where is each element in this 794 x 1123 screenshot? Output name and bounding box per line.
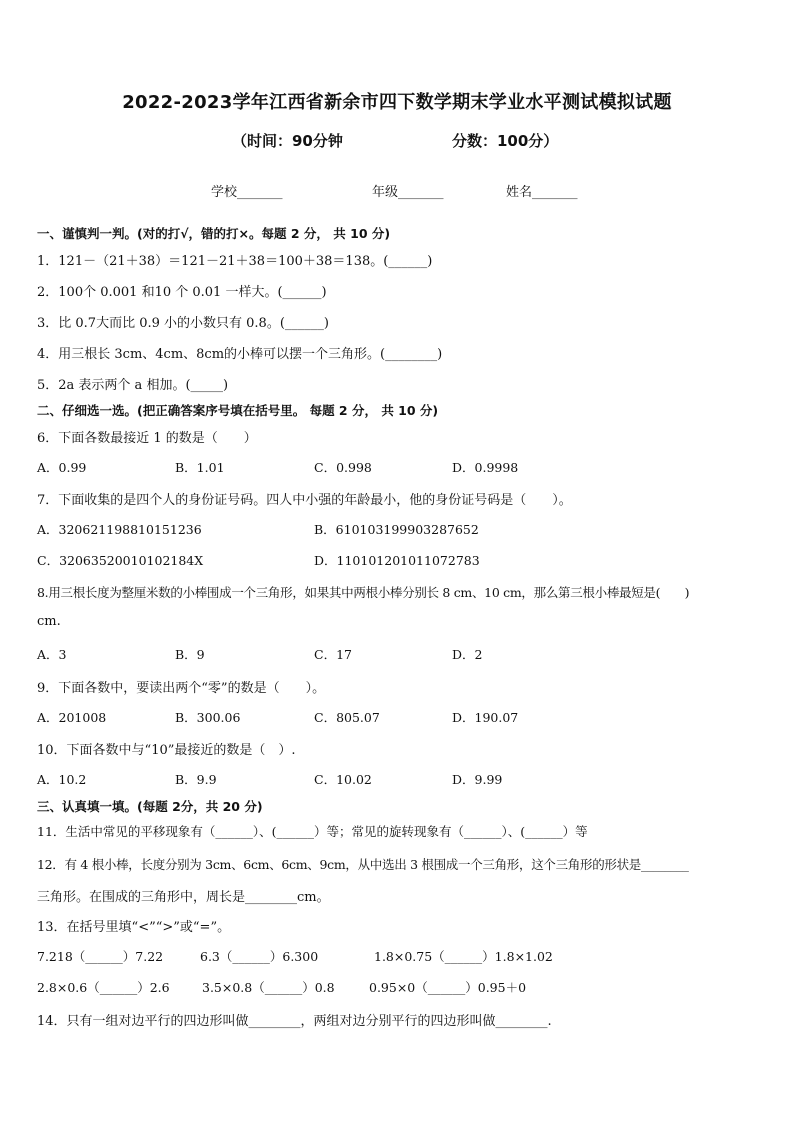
section-3-heading: 三、认真填一填。(每题 2分，共 20 分) <box>37 799 263 814</box>
q13-compare-5: 3.5×0.8（______）0.8 <box>202 980 335 995</box>
q9-option-a: A．201008 <box>37 710 107 725</box>
question-8: 8.用三根长度为整厘米数的小棒围成一个三角形，如果其中两根小棒分别长 8 cm、10 cm，那么第三根小棒最短是( ) <box>37 585 690 600</box>
q8-option-a: A．3 <box>37 647 67 662</box>
q10-option-d: D．9.99 <box>452 772 503 787</box>
q6-option-c: C．0.998 <box>314 460 372 475</box>
q6-option-d: D．0.9998 <box>452 460 519 475</box>
q10-option-b: B．9.9 <box>175 772 217 787</box>
q13-compare-2: 6.3（______）6.300 <box>200 949 319 964</box>
name-field: 姓名_______ <box>506 185 578 200</box>
section-1-heading: 一、谨慎判一判。(对的打√，错的打×。每题 2 分， 共 10 分) <box>37 226 391 241</box>
q9-option-d: D．190.07 <box>452 710 519 725</box>
question-12-continued: 三角形。在围成的三角形中，周长是________cm。 <box>37 890 330 905</box>
q9-option-b: B．300.06 <box>175 710 241 725</box>
question-9: 9．下面各数中，要读出两个“零”的数是（ ）。 <box>37 681 326 696</box>
q8-option-b: B．9 <box>175 647 205 662</box>
q8-option-c: C．17 <box>314 647 352 662</box>
q6-option-b: B．1.01 <box>175 460 225 475</box>
question-14: 14．只有一组对边平行的四边形叫做________，两组对边分别平行的四边形叫做________. <box>37 1014 552 1029</box>
q8-option-d: D．2 <box>452 647 483 662</box>
question-3: 3．比 0.7大而比 0.9 小的小数只有 0.8。(______) <box>37 316 329 331</box>
question-2: 2．100个 0.001 和10 个 0.01 一样大。(______) <box>37 285 327 300</box>
question-13: 13．在括号里填“<”“>”或“=”。 <box>37 920 231 935</box>
q7-option-b: B．610103199903287652 <box>314 522 479 537</box>
question-11: 11．生活中常见的平移现象有（______）、(______）等；常见的旋转现象有（______）、(______）等 <box>37 824 588 839</box>
total-score: 分数：100分） <box>452 132 559 150</box>
grade-field: 年级_______ <box>372 185 444 200</box>
question-4: 4．用三根长 3cm、4cm、8cm的小棒可以摆一个三角形。(________) <box>37 347 443 362</box>
question-12: 12．有 4 根小棒，长度分别为 3cm、6cm、6cm、9cm，从中选出 3 根围成一个三角形，这个三角形的形状是________ <box>37 857 689 872</box>
question-7: 7．下面收集的是四个人的身份证号码。四人中小强的年龄最小，他的身份证号码是（ ）。 <box>37 493 572 508</box>
time-limit: （时间：90分钟 <box>232 132 343 150</box>
section-2-heading: 二、仔细选一选。(把正确答案序号填在括号里。 每题 2 分， 共 10 分) <box>37 403 439 418</box>
q7-option-a: A．320621198810151236 <box>37 522 202 537</box>
q10-option-c: C．10.02 <box>314 772 372 787</box>
question-6: 6．下面各数最接近 1 的数是（ ） <box>37 431 257 446</box>
q9-option-c: C．805.07 <box>314 710 380 725</box>
q13-compare-4: 2.8×0.6（______）2.6 <box>37 980 170 995</box>
school-field: 学校_______ <box>211 185 283 200</box>
q6-option-a: A．0.99 <box>37 460 87 475</box>
q13-compare-3: 1.8×0.75（______）1.8×1.02 <box>374 949 553 964</box>
question-1: 1．121－（21＋38）＝121－21＋38＝100＋38＝138。(______) <box>37 254 433 269</box>
question-8-continued: cm. <box>37 614 61 629</box>
q7-option-d: D．110101201011072783 <box>314 553 480 568</box>
exam-title: 2022-2023学年江西省新余市四下数学期末学业水平测试模拟试题 <box>122 92 672 113</box>
q10-option-a: A．10.2 <box>37 772 87 787</box>
question-10: 10．下面各数中与“10”最接近的数是（ ）. <box>37 743 296 758</box>
q13-compare-6: 0.95×0（______）0.95＋0 <box>369 980 527 995</box>
question-5: 5．2a 表示两个 a 相加。(_____) <box>37 378 229 393</box>
q13-compare-1: 7.218（______）7.22 <box>37 949 164 964</box>
q7-option-c: C．32063520010102184X <box>37 553 204 568</box>
